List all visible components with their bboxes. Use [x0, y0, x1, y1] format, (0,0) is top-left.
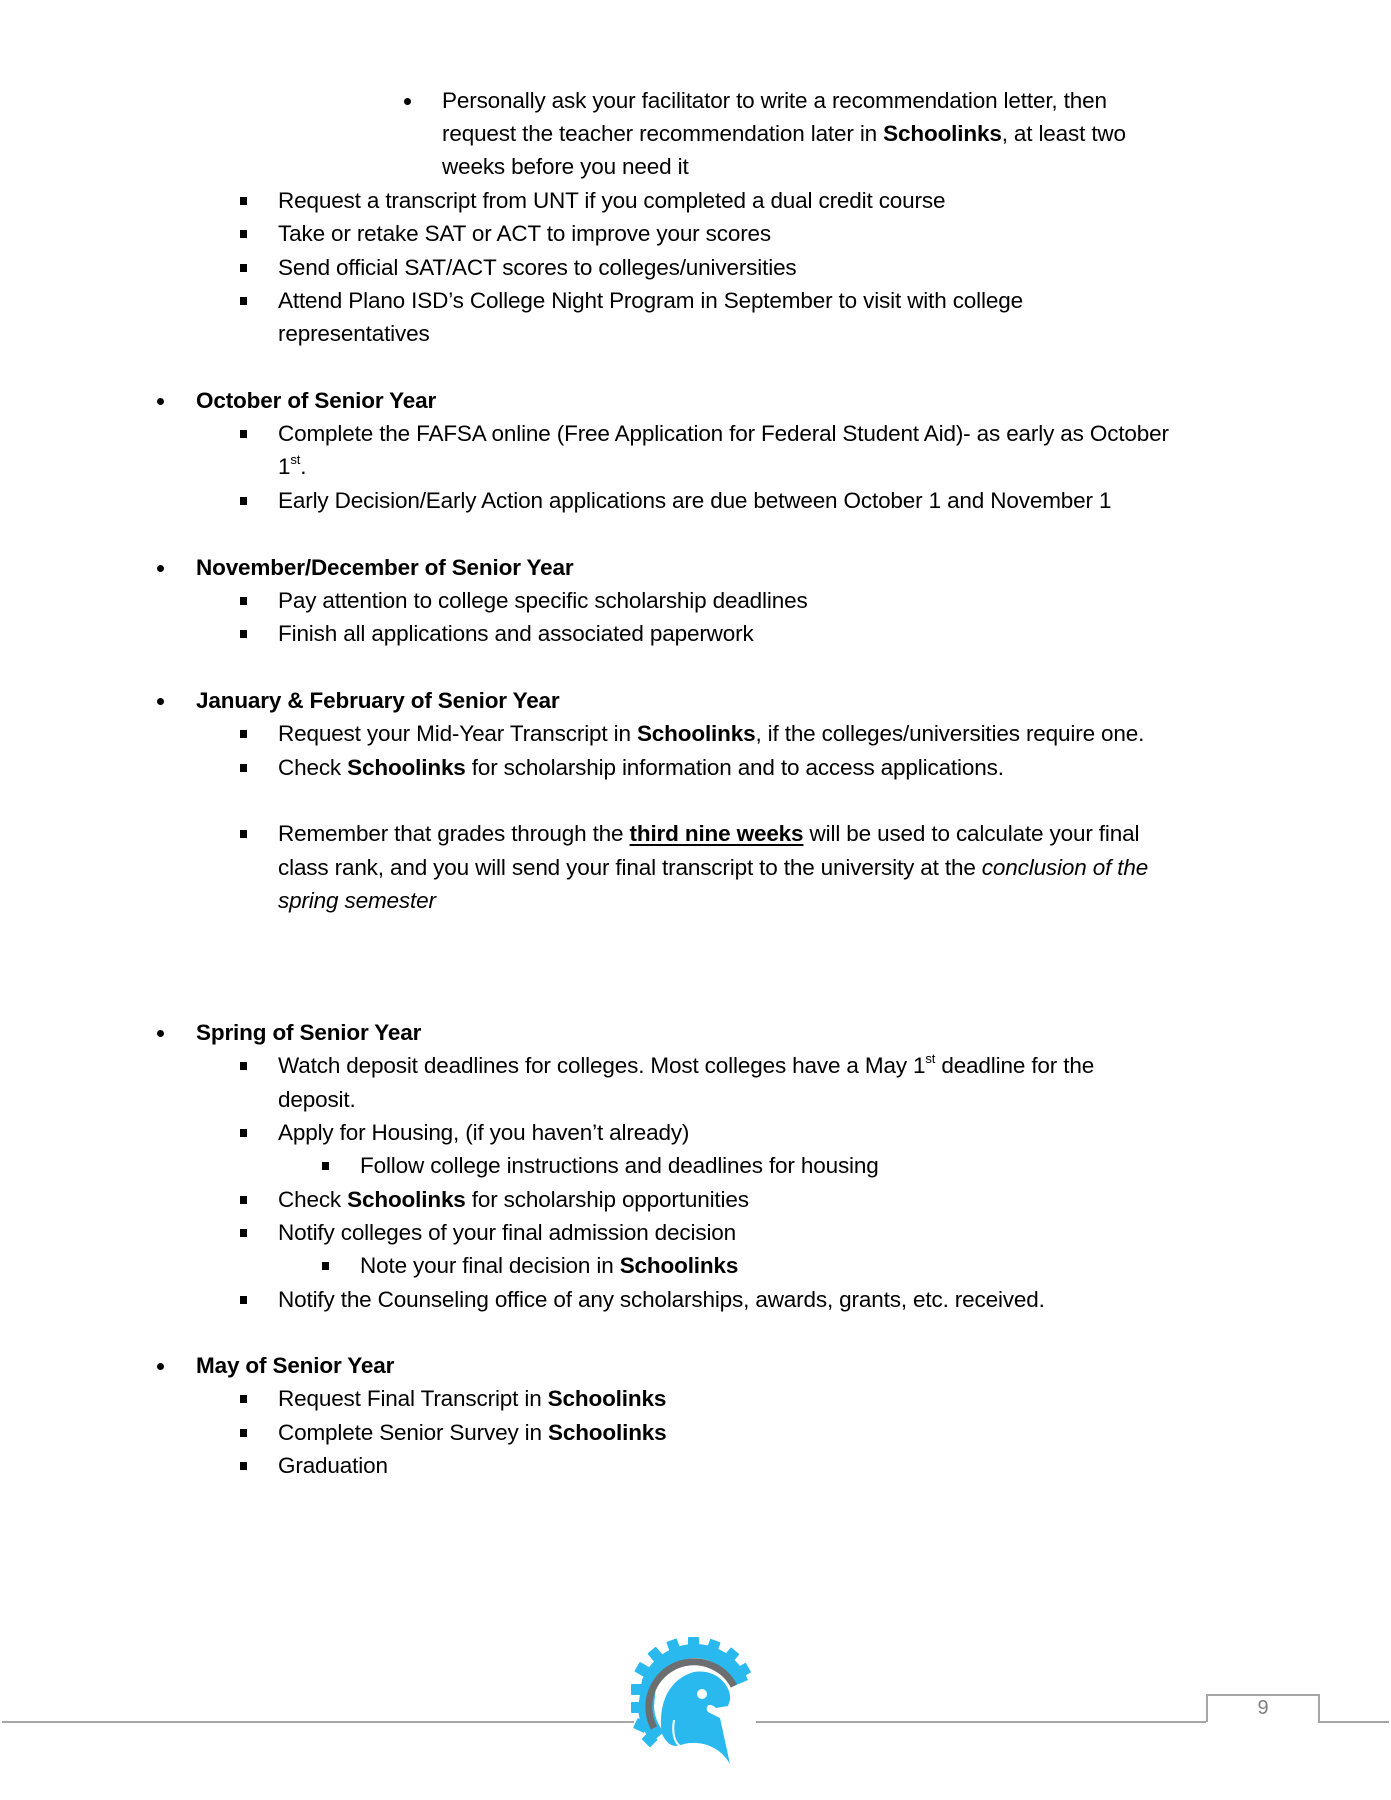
square-bullet-icon — [240, 1062, 247, 1070]
round-bullet-icon — [157, 698, 164, 705]
square-bullet-icon — [240, 230, 247, 238]
footer-rule-middle — [756, 1721, 1206, 1723]
square-bullet-icon — [240, 1296, 247, 1304]
round-bullet-icon — [157, 1030, 164, 1037]
square-bullet-icon — [240, 430, 247, 438]
round-bullet-icon — [157, 398, 164, 405]
square-bullet-icon — [240, 1462, 247, 1470]
schoolinks-link-text: Schoolinks — [619, 1253, 739, 1278]
square-bullet-icon — [240, 497, 247, 505]
square-bullet-icon — [240, 264, 247, 272]
schoolinks-link-text: Schoolinks — [347, 1187, 466, 1212]
square-bullet-icon — [240, 197, 247, 205]
round-bullet-icon — [157, 565, 164, 572]
square-bullet-icon — [240, 830, 247, 838]
square-bullet-icon — [240, 764, 247, 772]
schoolinks-link-text: Schoolinks — [636, 721, 756, 746]
square-bullet-icon — [240, 297, 247, 305]
square-bullet-icon — [240, 1395, 247, 1403]
round-bullet-icon — [157, 1363, 164, 1370]
square-bullet-icon — [240, 630, 247, 638]
spartan-helmet-gear-logo-icon — [630, 1636, 760, 1766]
square-bullet-icon — [322, 1162, 329, 1170]
footer-rule-left — [2, 1721, 634, 1723]
square-bullet-icon — [240, 597, 247, 605]
schoolinks-link-text: Schoolinks — [883, 121, 1002, 146]
third-nine-weeks-emphasis: third nine weeks — [629, 821, 804, 846]
square-bullet-icon — [240, 1229, 247, 1237]
footer-rule-right — [1318, 1721, 1389, 1723]
schoolinks-link-text: Schoolinks — [347, 755, 466, 780]
square-bullet-icon — [240, 730, 247, 738]
schoolinks-link-text: Schoolinks — [547, 1420, 667, 1445]
schoolinks-link-text: Schoolinks — [547, 1386, 667, 1411]
round-bullet-icon — [404, 98, 411, 105]
page-number: 9 — [1257, 1697, 1269, 1719]
square-bullet-icon — [240, 1129, 247, 1137]
square-bullet-icon — [240, 1196, 247, 1204]
square-bullet-icon — [240, 1429, 247, 1437]
square-bullet-icon — [322, 1262, 329, 1270]
